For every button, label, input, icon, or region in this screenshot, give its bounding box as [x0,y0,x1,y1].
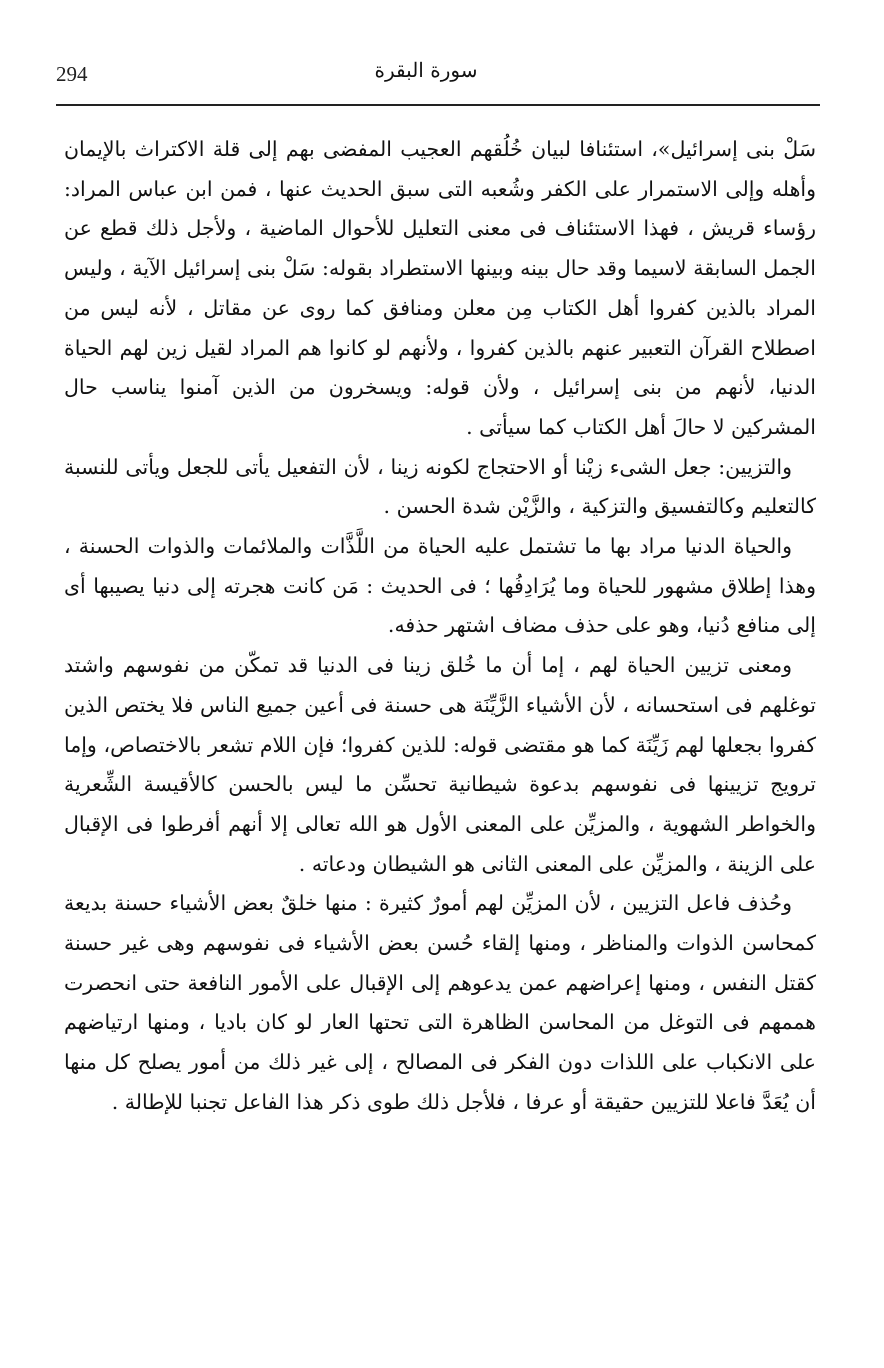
surah-title: سورة البقرة [374,58,478,82]
page-number: 294 [56,62,88,86]
paragraph: والتزيين: جعل الشىء زيْنا أو الاحتجاج لكونه زينا ، لأن التفعيل يأتى للجعل ويأتى للنسبة كالتعليم وكالتفسيق والتزكية ، والزَّيْن شدة الحسن . [64,454,816,519]
paragraph: والحياة الدنيا مراد بها ما تشتمل عليه الحياة من اللَّذَّات والملائمات والذوات الحسنة ، وهذا إطلاق مشهور للحياة وما يُرَادِفُها ؛ فى الحديث : مَن كانت هجرته إلى دنيا يصيبها أى إلى منافع دُنيا، وهو على حذف مضاف اشتهر حذفه. [64,534,816,638]
paragraph: وحُذف فاعل التزيين ، لأن المزيِّن لهم أمورٌ كثيرة : منها خلقٌ بعض الأشياء حسنة بديعة كمحاسن الذوات والمناظر ، ومنها إلقاء حُسن بعض الأشياء فى نفوسهم وهى غير حسنة كقتل النفس ، ومنها إعراضهم عمن يدعوهم إلى الإقبال على الأمور النافعة حتى انحصرت هممهم فى التوغل من المحاسن الظاهرة التى تحتها العار لو كان باديا ، ومنها ارتياضهم على الانكباب على اللذات دون الفكر فى المصالح ، إلى غير ذلك من أمور يصلح كل منها أن يُعَدَّ فاعلا للتزيين حقيقة أو عرفا ، فلأجل ذلك طوى ذكر هذا الفاعل تجنبا للإطالة . [64,891,816,1114]
paragraph: سَلْ بنى إسرائيل»، استئنافا لبيان خُلُقهم العجيب المفضى بهم إلى قلة الاكتراث بالإيمان وأهله وإلى الاستمرار على الكفر وشُعبه التى سبق الحديث عنها ، فمن ابن عباس المراد: رؤساء قريش ، فهذا الاستئناف فى معنى التعليل للأحوال الماضية ، ولأجل ذلك قطع عن الجمل السابقة لاسيما وقد حال بينه وبينها الاستطراد بقوله: سَلْ بنى إسرائيل الآية ، وليس المراد بالذين كفروا أهل الكتاب مِن معلن ومنافق كما روى عن مقاتل ، لأنه ليس من اصطلاح القرآن التعبير عنهم بالذين كفروا ، ولأنهم لو كانوا هم المراد لقيل زين لهم الحياة الدنيا، لأنهم من بنى إسرائيل ، ولأن قوله: ويسخرون من الذين آمنوا يناسب حال المشركين لا حالَ أهل الكتاب كما سيأتى . [64,137,816,439]
page-body [64,130,816,1123]
header-divider [56,104,820,106]
page-header [56,58,820,98]
paragraph: ومعنى تزيين الحياة لهم ، إما أن ما خُلق زينا فى الدنيا قد تمكّن من نفوسهم واشتد توغلهم فى استحسانه ، لأن الأشياء الزَّيِّنَة هى حسنة فى أعين جميع الناس فلا يختص الذين كفروا بجعلها لهم زَيِّنَة كما هو مقتضى قوله: للذين كفروا؛ فإن اللام تشعر بالاختصاص، وإما ترويج تزيينها فى نفوسهم بدعوة شيطانية تحسِّن ما ليس بالحسن كالأقيسة الشِّعرية والخواطر الشهوية ، والمزيِّن على المعنى الأول هو الله تعالى إلا أنهم أفرطوا فى الإقبال على الزينة ، والمزيِّن على المعنى الثانى هو الشيطان ودعاته . [64,653,816,876]
